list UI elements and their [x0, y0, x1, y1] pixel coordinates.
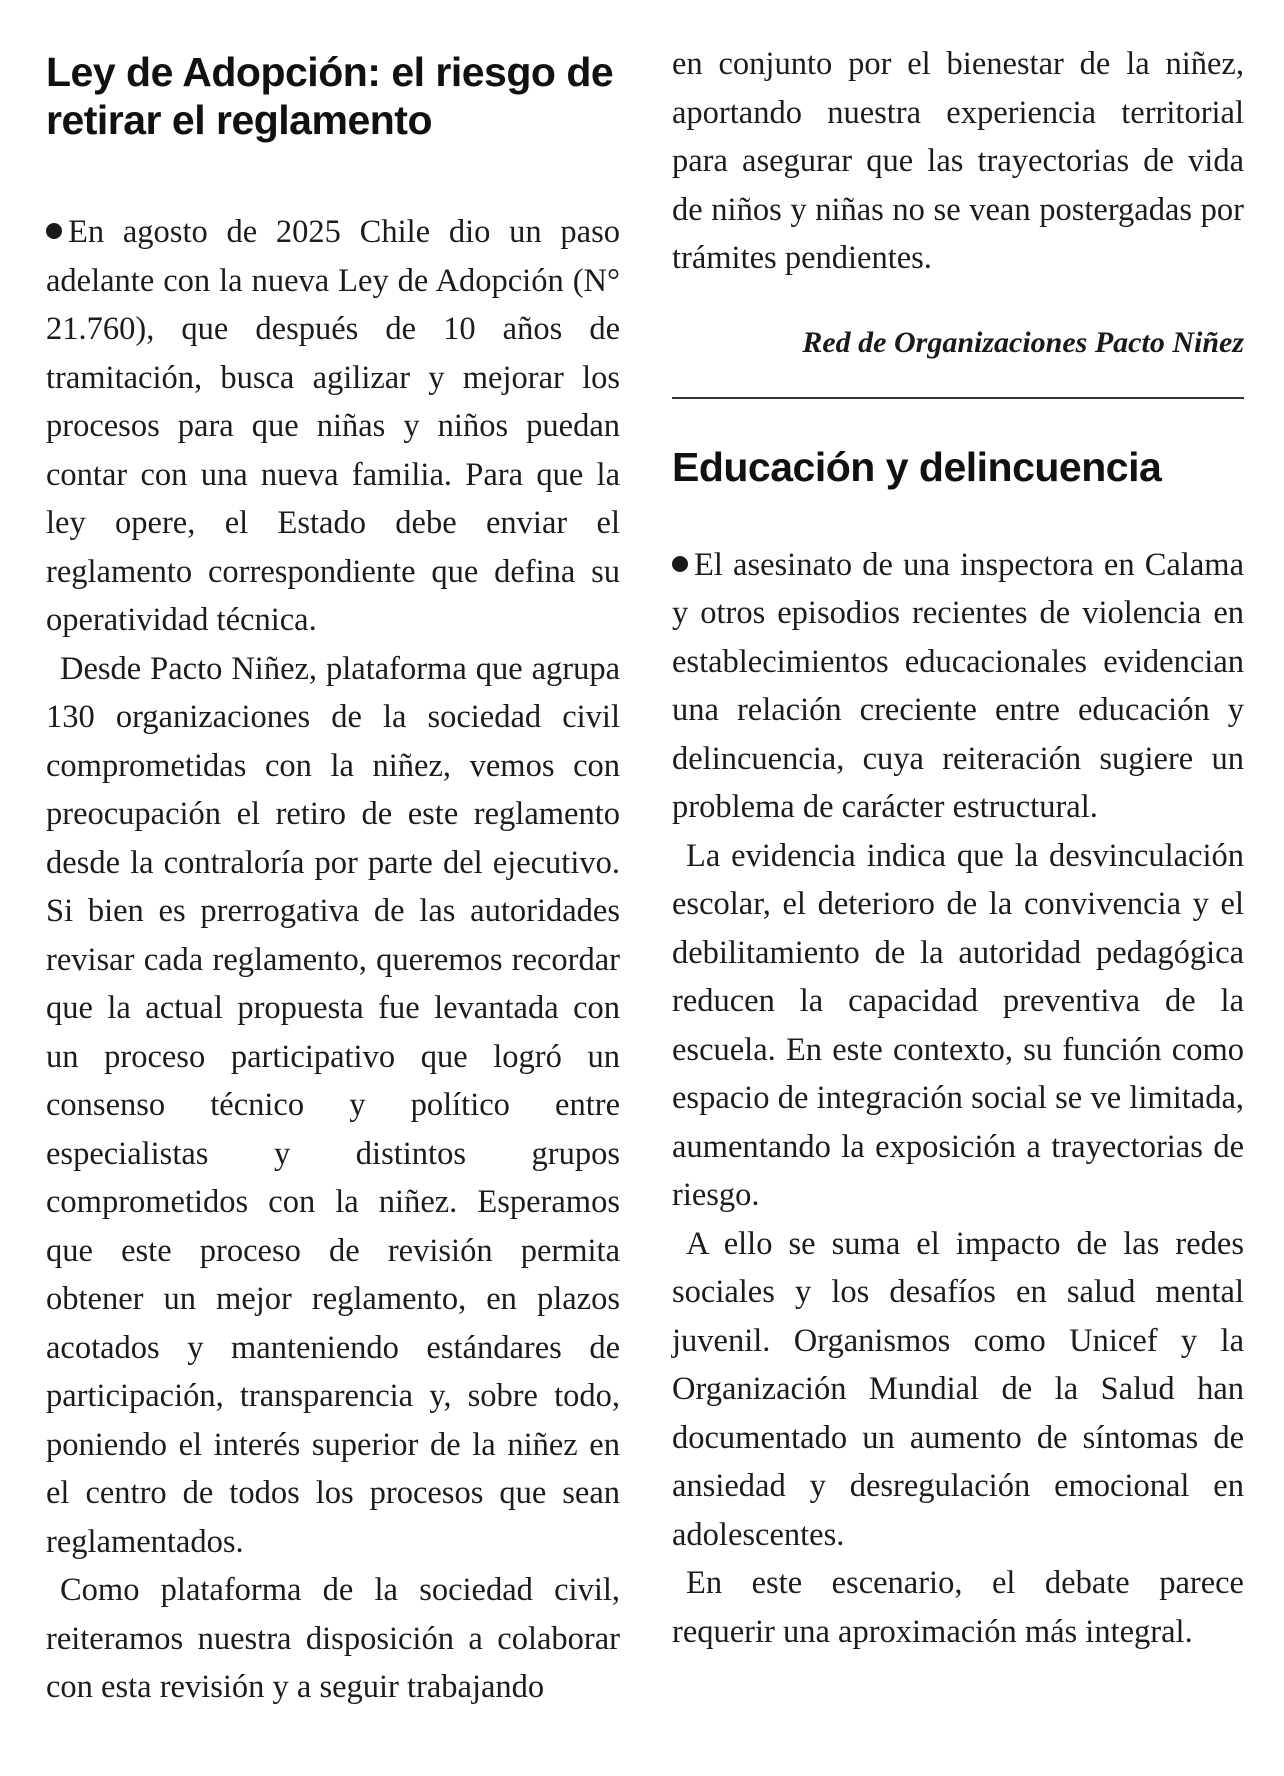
article-educacion-headline: Educación y delincuencia [672, 443, 1162, 490]
right-column [672, 40, 1244, 1656]
article-adopcion-paragraph-1: En agosto de 2025 Chile dio un paso adelante con la nueva Ley de Adopción (N° 21.760), que después de 10 años de tramitación, busca agilizar y mejorar los procesos para que niñas y niños puedan contar con una nueva familia. Para que la ley opere, el Estado debe enviar el reglamento correspondiente que defina su operatividad técnica. [46, 214, 620, 638]
article-educacion-body [672, 541, 1244, 1657]
article-adopcion-paragraph-3-end [672, 40, 1244, 283]
bullet-dot-icon [46, 223, 62, 239]
article-adopcion-paragraph-3-start [46, 1566, 620, 1712]
article-adopcion-signature: Red de Organizaciones Pacto Niñez [802, 325, 1244, 359]
article-adopcion-paragraph-2: Desde Pacto Niñez, plataforma que agrupa 130 organizaciones de la sociedad civil comprometidas con la niñez, vemos con preocupación el retiro de este reglamento desde la contraloría por parte del ejecutivo. Si bien es prerrogativa de las autoridades revisar cada reglamento, queremos recordar que la actual propuesta fue levantada con un proceso participativo que logró un consenso técnico y político entre especialistas y distintos grupos comprometidos con la niñez. Esperamos que este proceso de revisión permita obtener un mejor reglamento, en plazos acotados y manteniendo estándares de participación, transparencia y, sobre todo, poniendo el interés superior de la niñez en el centro de todos los procesos que sean reglamentados. [46, 650, 620, 1560]
article-adopcion-body [46, 208, 620, 1712]
article-adopcion-headline: Ley de Adopción: el riesgo de retirar el reglamento [46, 49, 614, 143]
article-adopcion-paragraph-3-text-b: en conjunto por el bienestar de la niñez, aportando nuestra experiencia territorial para asegurar que las trayectorias de vida de niños y niñas no se vean postergadas por trámites pendientes. [672, 46, 1244, 276]
section-divider [672, 397, 1244, 399]
article-educacion-paragraph-1: El asesinato de una inspectora en Calama y otros episodios recientes de violencia en establecimientos educacionales evidencian una relación creciente entre educación y delincuencia, cuya reiteración sugiere un problema de carácter estructural. [672, 546, 1244, 825]
bullet-dot-icon [672, 556, 688, 572]
article-adopcion-column [46, 40, 620, 1712]
article-educacion-paragraph-4: En este escenario, el debate parece requerir una aproximación más integral. [672, 1565, 1244, 1650]
article-educacion-paragraph-3: A ello se suma el impacto de las redes sociales y los desafíos en salud mental juvenil. Organismos como Unicef y la Organización Mundial de la Salud han documentado un aumento de síntomas de ansiedad y desregulación emocional en adolescentes. [672, 1225, 1244, 1553]
article-adopcion-paragraph-3-text-a: Como plataforma de la sociedad civil, reiteramos nuestra disposición a colaborar con esta revisión y a seguir trabajando [46, 1572, 620, 1705]
article-educacion-paragraph-2: La evidencia indica que la desvinculación escolar, el deterioro de la convivencia y el debilitamiento de la autoridad pedagógica reducen la capacidad preventiva de la escuela. En este contexto, su función como espacio de integración social se ve limitada, aumentando la exposición a trayectorias de riesgo. [672, 837, 1244, 1213]
article-adopcion-body-continued [672, 40, 1244, 283]
